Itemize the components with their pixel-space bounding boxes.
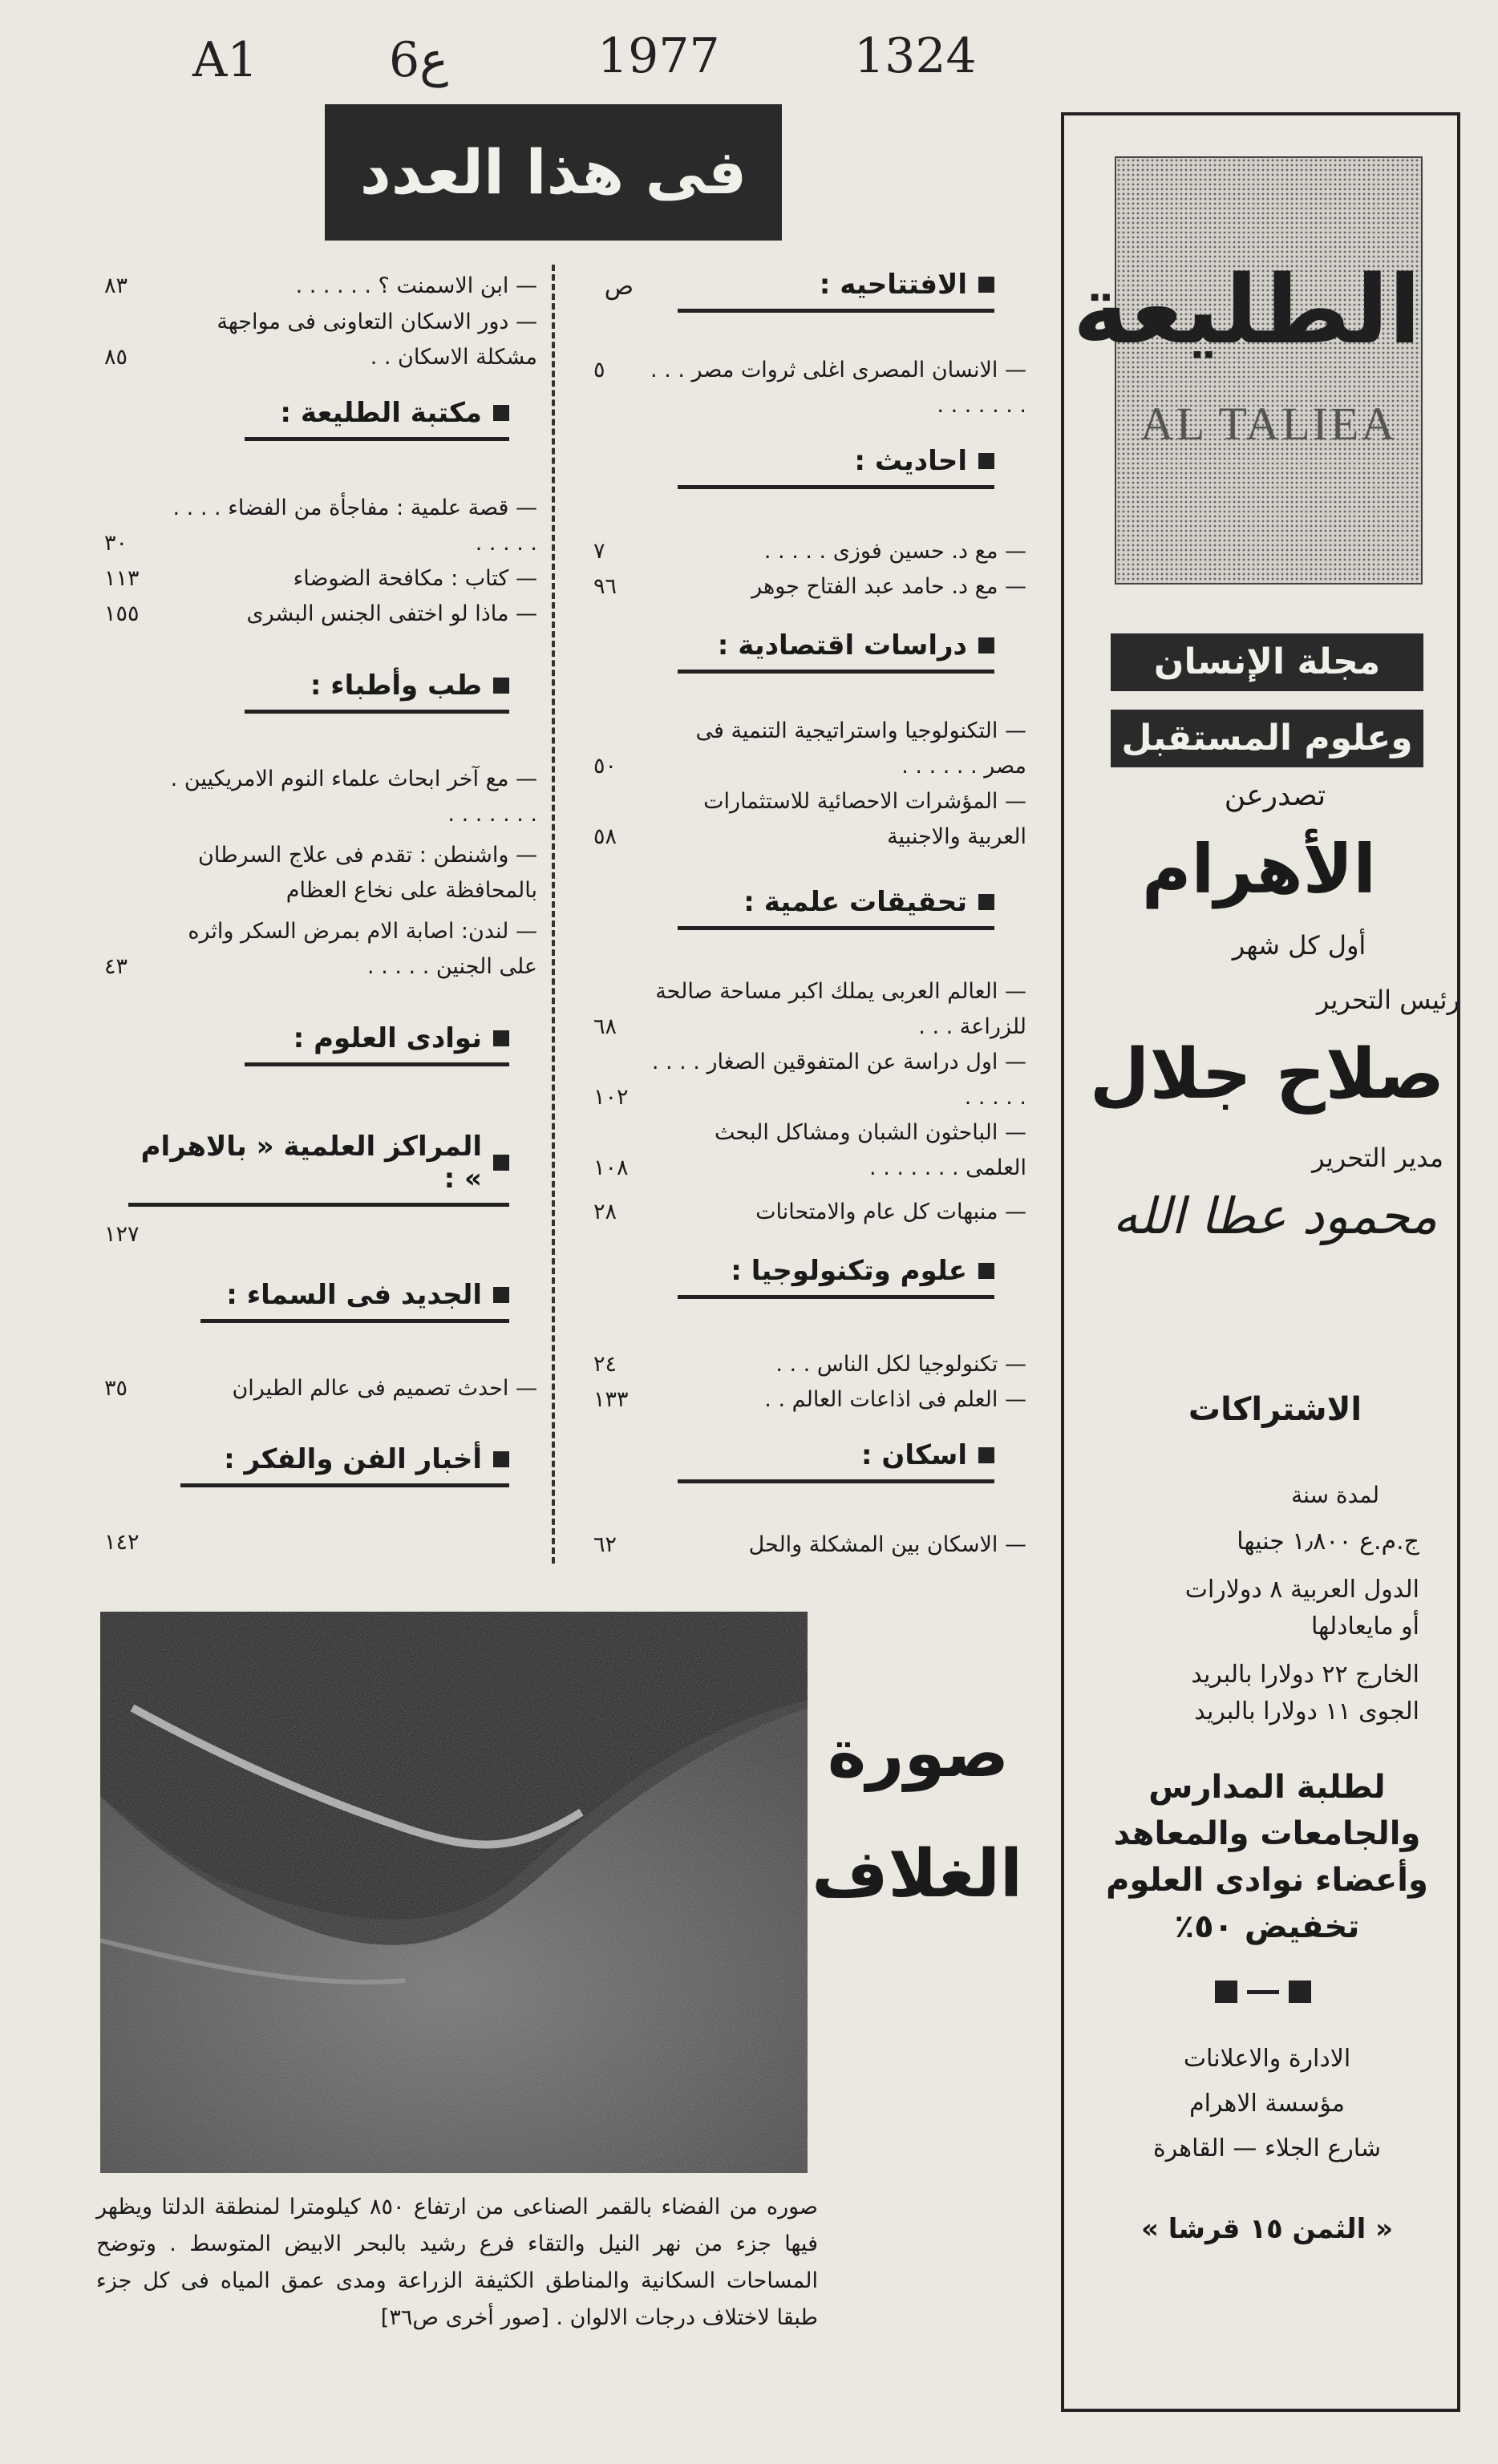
- archive-mark-c: 1977: [597, 28, 720, 84]
- tagline-1: مجلة الإنسان: [1111, 633, 1423, 691]
- toc-entry: ٥٠ — التكنولوجيا واستراتيجية التنمية فى مصر . . . . . .: [593, 718, 1026, 779]
- logo-block: [1072, 156, 1423, 585]
- section-heading: اسكان :: [678, 1439, 994, 1483]
- bullet-square-icon: [978, 637, 994, 653]
- archive-mark-d: 1324: [854, 28, 977, 84]
- toc-entry: ١١٣ — كتاب : مكافحة الضوضاء: [104, 566, 537, 591]
- toc-entry: ٨٥ — دور الاسكان التعاونى فى مواجهة مشكلة الاسكان . .: [104, 310, 537, 370]
- address-line: شارع الجلاء — القاهرة: [1152, 2134, 1381, 2163]
- toc-entry: ٥ — الانسان المصرى اغلى ثروات مصر . . . . . . . . . .: [593, 358, 1026, 418]
- tagline-2: وعلوم المستقبل: [1111, 710, 1423, 767]
- logo-latin: AL TALIEA: [1140, 398, 1398, 450]
- address-line: الادارة والاعلانات: [1183, 2045, 1351, 2073]
- bullet-square-icon: [978, 1447, 994, 1463]
- publisher-name: الأهرام: [1141, 830, 1377, 908]
- toc-entry: ٢٤ — تكنولوجيا لكل الناس . . .: [593, 1352, 1026, 1377]
- bullet-square-icon: [493, 1030, 509, 1046]
- subscription-line: ج.م.ع ١٫٨٠٠ جنيها: [1237, 1527, 1419, 1556]
- cover-title-2: الغلاف: [812, 1836, 1022, 1912]
- toc-entry: ٦٨ — العالم العربى يملك اكبر مساحة صالحة للزراعة . . .: [593, 979, 1026, 1039]
- toc-entry: ٧ — مع د. حسين فوزى . . . . .: [593, 539, 1026, 564]
- section-heading: طب وأطباء :: [245, 670, 509, 714]
- separator-square: [1289, 1981, 1311, 2003]
- toc-entry: ٢٨ — منبهات كل عام والامتحانات: [593, 1200, 1026, 1224]
- separator-square: [1215, 1981, 1237, 2003]
- toc-entry: ١٠٨ — الباحثون الشبان ومشاكل البحث العلمى . . . . . . .: [593, 1120, 1026, 1180]
- toc-entry: ١٠٢ — اول دراسة عن المتفوقين الصغار . . . . . . . . .: [593, 1050, 1026, 1110]
- students-line: وأعضاء نوادى العلوم: [1106, 1862, 1428, 1899]
- editor-name: صلاح جلال: [1089, 1034, 1445, 1115]
- section-heading: علوم وتكنولوجيا :: [678, 1255, 994, 1299]
- archive-mark-b: 6ع: [389, 32, 448, 88]
- section-heading: المراكز العلمية « بالاهرام » :: [128, 1131, 509, 1207]
- cover-title-1: صورة: [827, 1716, 1010, 1792]
- toc-entry: — مع آخر ابحاث علماء النوم الامريكيين . . . . . . . .: [170, 767, 537, 827]
- editor-label: رئيس التحرير: [1316, 985, 1460, 1015]
- price: « الثمن ١٥ قرشا »: [1140, 2213, 1394, 2245]
- section-heading: نوادى العلوم :: [245, 1022, 509, 1066]
- bullet-square-icon: [493, 678, 509, 694]
- manager-label: مدير التحرير: [1312, 1143, 1443, 1173]
- issued-by: تصدرعن: [1224, 779, 1326, 812]
- page-column-label: ص: [604, 273, 634, 301]
- toc-entry: ٥٨ — المؤشرات الاحصائية للاستثمارات العربية والاجنبية: [593, 789, 1026, 849]
- students-line: والجامعات والمعاهد: [1113, 1815, 1421, 1852]
- bullet-square-icon: [493, 1287, 509, 1303]
- cover-caption: صوره من الفضاء بالقمر الصناعى من ارتفاع ٨٥٠ كيلومترا لمنطقة الدلتا ويظهر فيها جزء من نهر النيل والتقاء فرع رشيد بالبحر الابيض المتوسط . وتوضح المساحات السكانية والمناطق الكثيفة الزراعة ومدى عمق المياه فى كل جزء طبقا لاختلاف درجات الالوان . [صور أخرى ص٣٦]: [96, 2195, 818, 2330]
- logo-arabic: الطليعة: [1072, 254, 1421, 365]
- address-line: مؤسسة الاهرام: [1189, 2090, 1345, 2118]
- separator-dash: [1247, 1990, 1279, 1994]
- contents-title: فى هذا العدد: [325, 104, 782, 241]
- toc-entry: ٣٥ — احدث تصميم فى عالم الطيران: [104, 1376, 537, 1401]
- bullet-square-icon: [493, 1451, 509, 1467]
- bullet-square-icon: [978, 453, 994, 469]
- bullet-square-icon: [978, 277, 994, 293]
- students-offer: [1099, 1764, 1435, 1950]
- section-heading: مكتبة الطليعة :: [245, 397, 509, 441]
- toc-entry: — واشنطن : تقدم فى علاج السرطان بالمحافظة على نخاع العظام: [198, 843, 537, 903]
- toc-entry: ٤٣ — لندن: اصابة الام بمرض السكر واثره على الجنين . . . . .: [104, 919, 537, 979]
- bullet-square-icon: [978, 1263, 994, 1279]
- subscription-line: الدول العربية ٨ دولارات: [1184, 1576, 1419, 1604]
- toc-entry: ٣٠ — قصة علمية : مفاجأة من الفضاء . . . . . . . . .: [104, 496, 537, 556]
- toc-entry: ١٥٥ — ماذا لو اختفى الجنس البشرى: [104, 601, 537, 626]
- manager-name: محمود عطا الله: [1112, 1187, 1438, 1245]
- subscriptions-title: الاشتراكات: [1188, 1391, 1362, 1428]
- toc-entry: ٨٣ — ابن الاسمنت ؟ . . . . . .: [104, 273, 537, 298]
- toc-entry: ١٣٣ — العلم فى اذاعات العالم . .: [593, 1387, 1026, 1412]
- toc-entry: ١٢٧: [104, 1222, 140, 1247]
- section-heading: دراسات اقتصادية :: [678, 629, 994, 674]
- archive-mark-a: A1: [192, 32, 258, 88]
- toc-entry: ١٤٢: [104, 1530, 140, 1555]
- toc-entry: ٦٢ — الاسكان بين المشكلة والحل: [593, 1532, 1026, 1557]
- subscription-line: أو مايعادلها: [1311, 1612, 1419, 1641]
- subscription-line: الخارج ٢٢ دولارا بالبريد: [1191, 1661, 1419, 1689]
- section-heading: الجديد فى السماء :: [200, 1279, 509, 1323]
- bullet-square-icon: [493, 405, 509, 421]
- section-heading: احاديث :: [678, 445, 994, 489]
- column-divider: [552, 265, 555, 1564]
- subscriptions-period: لمدة سنة: [1291, 1482, 1379, 1508]
- address-block: [1107, 2037, 1427, 2171]
- section-heading: أخبار الفن والفكر :: [180, 1443, 509, 1487]
- cover-satellite-photo: [100, 1612, 808, 2173]
- students-line: تخفيض ٥٠٪: [1174, 1908, 1360, 1945]
- toc-entry: ٩٦ — مع د. حامد عبد الفتاح جوهر: [593, 574, 1026, 599]
- section-heading: الافتتاحيه :: [678, 269, 994, 313]
- subscription-line: الجوى ١١ دولارا بالبريد: [1194, 1697, 1419, 1726]
- section-heading: تحقيقات علمية :: [678, 886, 994, 930]
- frequency: أول كل شهر: [1232, 930, 1366, 961]
- students-line: لطلبة المدارس: [1148, 1769, 1386, 1806]
- bullet-square-icon: [978, 894, 994, 910]
- bullet-square-icon: [493, 1155, 509, 1171]
